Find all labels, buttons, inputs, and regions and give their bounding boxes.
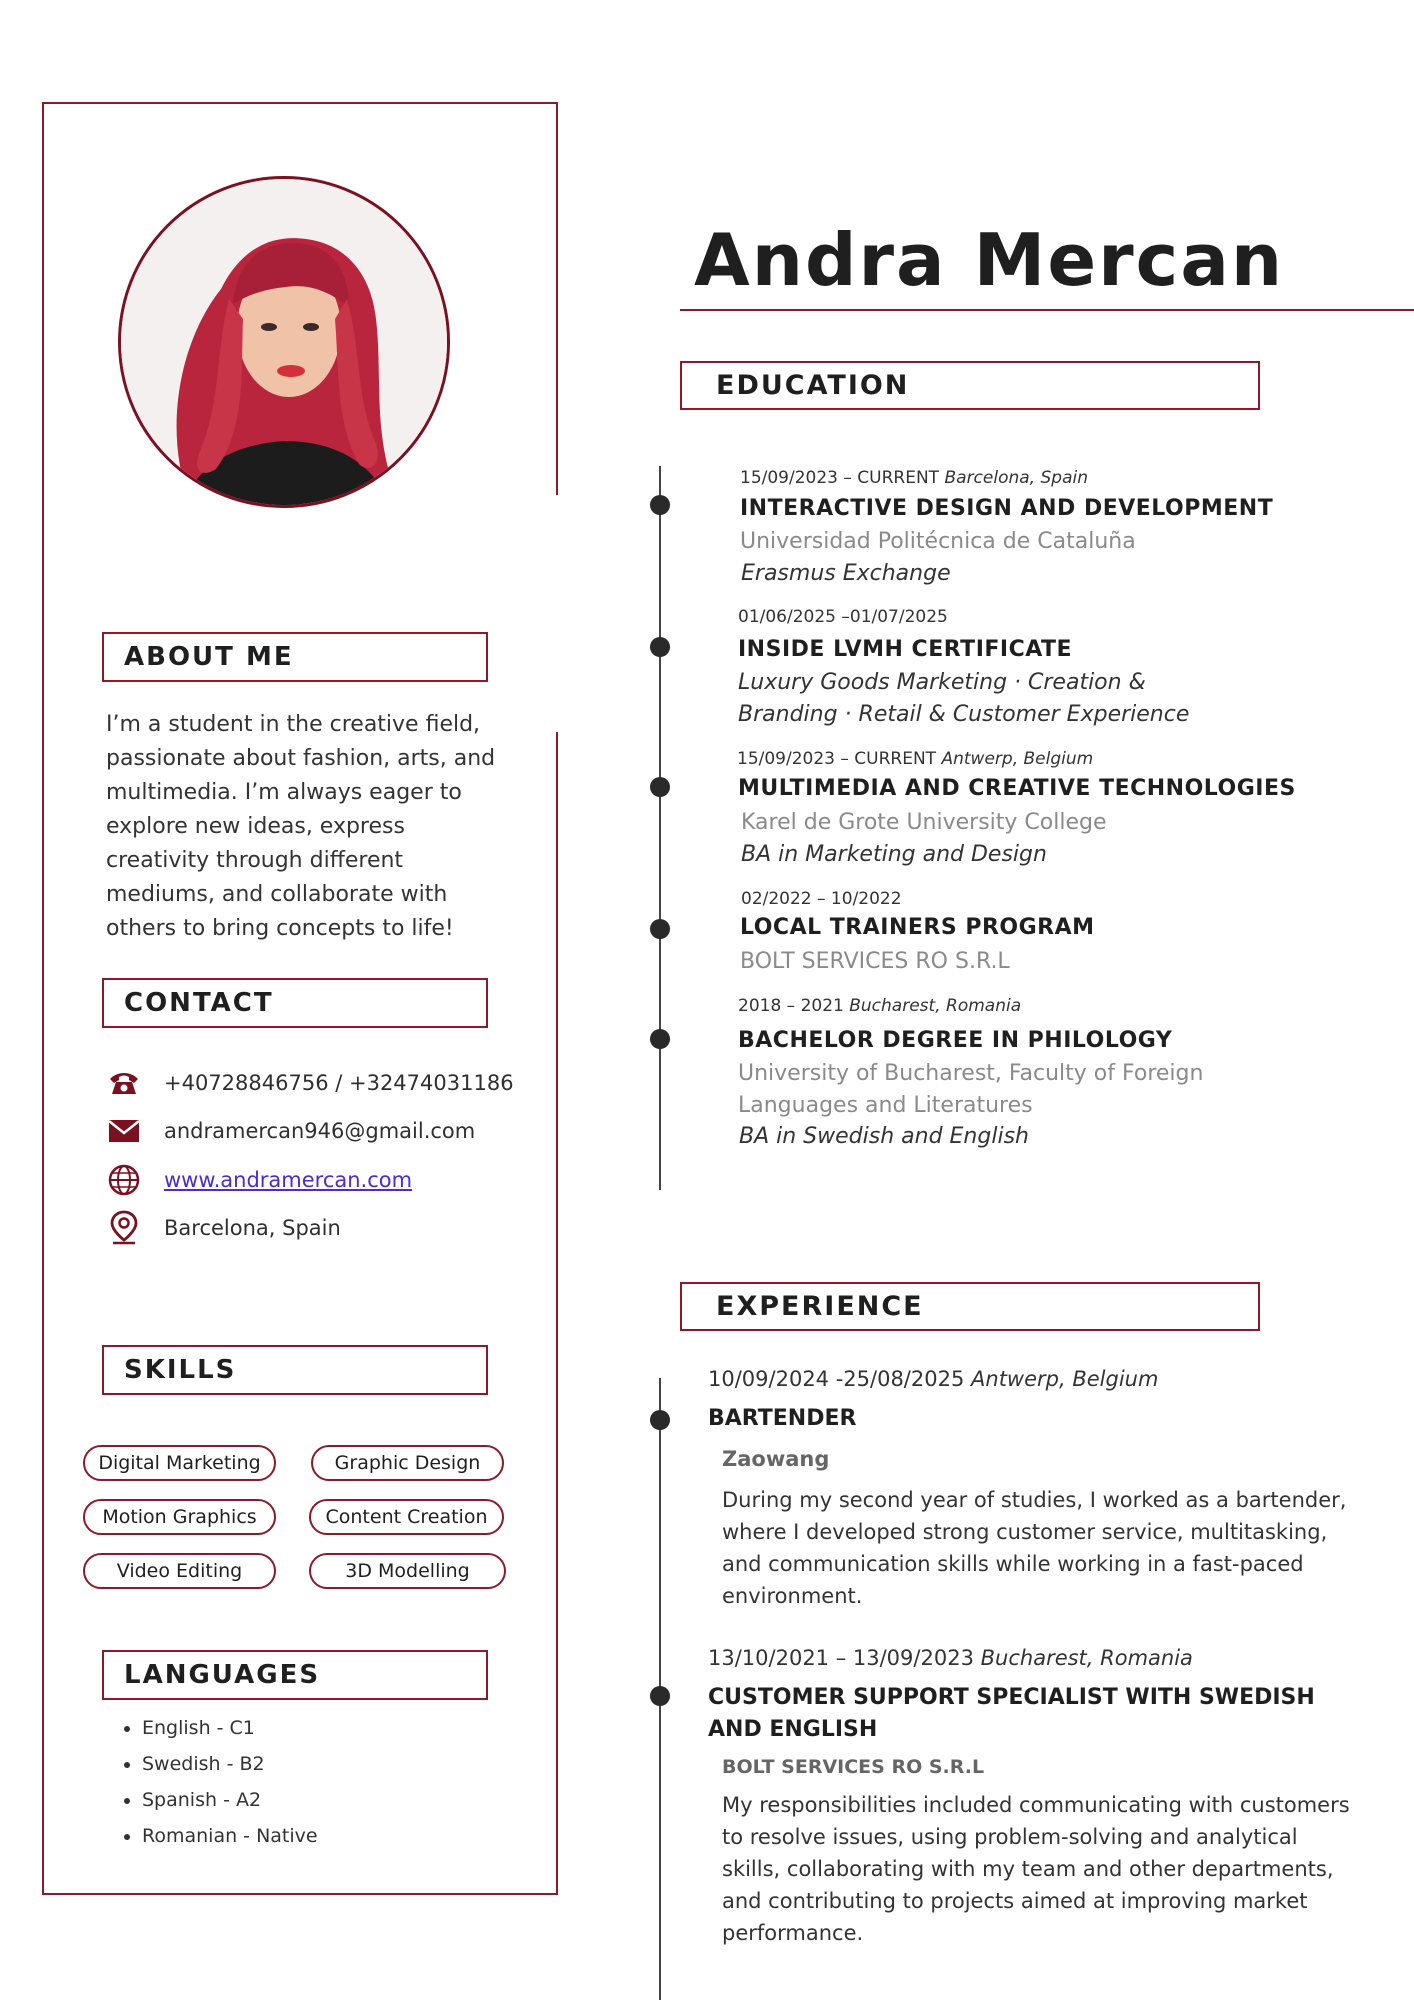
exp-company: BOLT SERVICES RO S.R.L xyxy=(722,1756,985,1778)
edu-title: BACHELOR DEGREE IN PHILOLOGY xyxy=(738,1028,1173,1053)
skill-pill: Graphic Design xyxy=(311,1445,504,1481)
edu-date: 2018 – 2021 Bucharest, Romania xyxy=(738,996,1022,1016)
skill-pill: 3D Modelling xyxy=(309,1553,506,1589)
edu-date: 02/2022 – 10/2022 xyxy=(741,889,902,909)
contact-website-link[interactable]: www.andramercan.com xyxy=(164,1168,413,1192)
profile-photo xyxy=(118,176,450,508)
left-frame-right-upper xyxy=(556,102,558,495)
edu-note: BA in Swedish and English xyxy=(739,1124,1029,1149)
contact-location-row xyxy=(106,1208,536,1248)
skills-heading: SKILLS xyxy=(102,1345,488,1395)
exp-title: AND ENGLISH xyxy=(708,1717,878,1742)
left-frame-bottom xyxy=(42,1893,558,1895)
edu-institution: Universidad Politécnica de Cataluña xyxy=(740,529,1136,554)
timeline-dot xyxy=(650,1686,670,1706)
left-frame-left xyxy=(42,102,44,1895)
edu-note: Erasmus Exchange xyxy=(741,561,951,586)
exp-date: 13/10/2021 – 13/09/2023 Bucharest, Romania xyxy=(708,1646,1193,1670)
contact-location: Barcelona, Spain xyxy=(164,1216,341,1240)
edu-note: BA in Marketing and Design xyxy=(741,842,1047,867)
language-item: • Spanish - A2 xyxy=(142,1782,318,1818)
language-item: • English - C1 xyxy=(142,1710,318,1746)
name-underline xyxy=(680,309,1414,311)
left-frame-right-lower xyxy=(556,732,558,1895)
skill-pill: Digital Marketing xyxy=(83,1445,276,1481)
edu-date: 15/09/2023 – CURRENT Antwerp, Belgium xyxy=(737,749,1094,769)
location-pin-icon xyxy=(106,1210,142,1246)
contact-email-row xyxy=(106,1111,536,1151)
skill-pill: Content Creation xyxy=(309,1499,504,1535)
timeline-dot xyxy=(650,1410,670,1430)
exp-description: During my second year of studies, I worked as a bartender, where I developed strong customer service, multitasking, and communication skills while working in a fast-paced environment. xyxy=(722,1488,1347,1608)
exp-company: Zaowang xyxy=(722,1447,830,1471)
left-frame-top xyxy=(42,102,558,104)
timeline-dot xyxy=(650,777,670,797)
edu-title: INTERACTIVE DESIGN AND DEVELOPMENT xyxy=(740,496,1274,521)
about-heading: ABOUT ME xyxy=(102,632,488,682)
language-item: • Swedish - B2 xyxy=(142,1746,318,1782)
timeline-dot xyxy=(650,495,670,515)
globe-icon xyxy=(106,1162,142,1198)
exp-date: 10/09/2024 -25/08/2025 Antwerp, Belgium xyxy=(708,1367,1159,1391)
skill-pill: Motion Graphics xyxy=(83,1499,276,1535)
education-heading: EDUCATION xyxy=(680,361,1260,410)
contact-website-row xyxy=(106,1160,536,1200)
phone-icon xyxy=(106,1065,142,1101)
skill-pill: Video Editing xyxy=(83,1553,276,1589)
edu-title: LOCAL TRAINERS PROGRAM xyxy=(740,915,1095,940)
timeline-dot xyxy=(650,919,670,939)
timeline-dot xyxy=(650,637,670,657)
about-text: I’m a student in the creative field, passionate about fashion, arts, and multimedia. I’m always eager to explore new ideas, express creativity through different mediums, and collaborate with others to bring concepts to life! xyxy=(106,712,496,941)
exp-description: My responsibilities included communicating with customers to resolve issues, using problem-solving and analytical skills, collaborating with my team and other departments, and contributing to projects aimed at improving market performance. xyxy=(722,1793,1350,1945)
language-item: • Romanian - Native xyxy=(142,1818,318,1854)
candidate-name: Andra Mercan xyxy=(694,218,1285,302)
timeline-dot xyxy=(650,1029,670,1049)
exp-title: CUSTOMER SUPPORT SPECIALIST WITH SWEDISH xyxy=(708,1685,1315,1710)
edu-title: INSIDE LVMH CERTIFICATE xyxy=(738,637,1073,662)
exp-title: BARTENDER xyxy=(708,1406,857,1431)
mail-icon xyxy=(106,1113,142,1149)
contact-phone: +40728846756 / +32474031186 xyxy=(164,1071,514,1095)
edu-date: 01/06/2025 –01/07/2025 xyxy=(738,607,948,627)
edu-note: Luxury Goods Marketing · Creation & xyxy=(738,670,1146,695)
languages-heading: LANGUAGES xyxy=(102,1650,488,1700)
experience-heading: EXPERIENCE xyxy=(680,1282,1260,1331)
edu-title: MULTIMEDIA AND CREATIVE TECHNOLOGIES xyxy=(738,776,1296,801)
education-timeline-line xyxy=(659,466,661,1190)
edu-institution: University of Bucharest, Faculty of Foreign xyxy=(738,1061,1204,1086)
edu-institution: Languages and Literatures xyxy=(738,1093,1033,1118)
edu-note: Branding · Retail & Customer Experience xyxy=(738,702,1190,727)
edu-date: 15/09/2023 – CURRENT Barcelona, Spain xyxy=(740,468,1088,488)
languages-list xyxy=(110,1710,318,1854)
contact-phone-row xyxy=(106,1063,536,1103)
contact-heading: CONTACT xyxy=(102,978,488,1028)
edu-institution: Karel de Grote University College xyxy=(741,810,1107,835)
contact-email[interactable]: andramercan946@gmail.com xyxy=(164,1119,476,1143)
edu-institution: BOLT SERVICES RO S.R.L xyxy=(740,949,1010,974)
